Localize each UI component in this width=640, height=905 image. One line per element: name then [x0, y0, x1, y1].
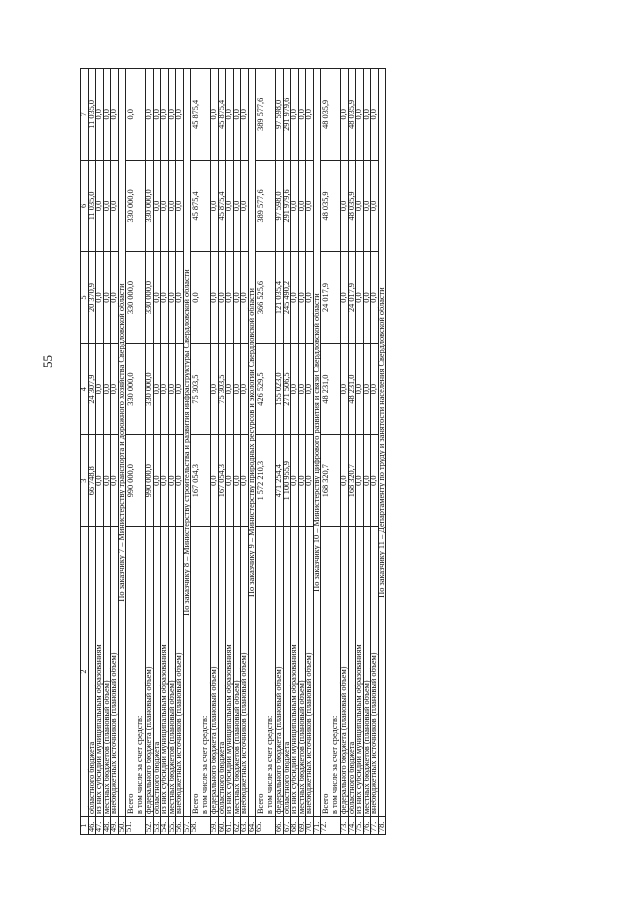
- row-number: 59.: [211, 817, 219, 835]
- value-cell: 121 035,4: [276, 252, 284, 344]
- value-cell: 330 000,0: [146, 252, 154, 344]
- row-label: внебюджетных источников (плановый объем): [241, 527, 249, 817]
- value-cell: 0,0: [176, 252, 184, 344]
- row-number: 73.: [341, 817, 349, 835]
- value-cell: 0,0: [96, 435, 104, 527]
- value-cell: 66 748,8: [88, 435, 96, 527]
- row-number: 52.: [146, 817, 154, 835]
- value-cell: 0,0: [298, 343, 306, 435]
- value-cell: 0,0: [363, 343, 371, 435]
- value-cell: 0,0: [226, 69, 234, 161]
- value-cell: 168 320,7: [321, 435, 341, 527]
- row-label: федерального бюджета (плановый объем): [146, 527, 154, 817]
- section-title: По заказчику 9 – Министерству природных ресурсов и экологии Свердловской области: [248, 69, 256, 817]
- value-cell: 0,0: [168, 435, 176, 527]
- row-label: местных бюджетов (плановый объем): [298, 527, 306, 817]
- value-cell: 0,0: [341, 435, 349, 527]
- header-row: [81, 69, 89, 835]
- row-label: [191, 527, 211, 817]
- table-row: [126, 69, 146, 835]
- value-cell: 0,0: [371, 160, 379, 252]
- value-cell: 75 303,5: [218, 343, 226, 435]
- value-cell: 0,0: [371, 435, 379, 527]
- value-cell: 0,0: [306, 160, 314, 252]
- value-cell: 0,0: [226, 343, 234, 435]
- row-number: 66.: [276, 817, 284, 835]
- section-title: По заказчику 7 – Министерству транспорта и дорожного хозяйства Свердловской области: [118, 69, 126, 817]
- value-cell: 0,0: [241, 69, 249, 161]
- row-label: областного бюджета: [348, 527, 356, 817]
- table-row: [321, 69, 341, 835]
- row-number: 63.: [241, 817, 249, 835]
- budget-table: [80, 68, 386, 835]
- row-label: из них субсидии муниципальным образованиям: [291, 527, 299, 817]
- value-cell: 0,0: [176, 343, 184, 435]
- value-cell: 0,0: [96, 160, 104, 252]
- value-cell: 0,0: [291, 435, 299, 527]
- value-cell: 0,0: [291, 69, 299, 161]
- section-row: [313, 69, 321, 835]
- value-cell: 0,0: [103, 435, 111, 527]
- row-label: внебюджетных источников (плановый объем): [176, 527, 184, 817]
- page-number: 55: [40, 355, 55, 368]
- table-row: [341, 69, 349, 835]
- value-cell: 0,0: [371, 69, 379, 161]
- section-row: [248, 69, 256, 835]
- value-cell: 0,0: [291, 343, 299, 435]
- value-cell: 0,0: [371, 343, 379, 435]
- value-cell: 45 875,4: [218, 69, 226, 161]
- value-cell: 48 035,9: [321, 69, 341, 161]
- value-cell: 0,0: [306, 69, 314, 161]
- value-cell: 0,0: [341, 343, 349, 435]
- row-label: [321, 527, 341, 817]
- value-cell: 471 254,4: [276, 435, 284, 527]
- value-cell: 167 054,3: [191, 435, 211, 527]
- value-cell: 0,0: [168, 343, 176, 435]
- value-cell: 0,0: [176, 69, 184, 161]
- value-cell: 45 875,4: [191, 69, 211, 161]
- table-row: [191, 69, 211, 835]
- section-row: [118, 69, 126, 835]
- value-cell: 0,0: [103, 343, 111, 435]
- value-cell: 0,0: [233, 160, 241, 252]
- value-cell: 168 320,7: [348, 435, 356, 527]
- section-row: [378, 69, 386, 835]
- header-cell: 3: [81, 435, 89, 527]
- row-number: 61.: [226, 817, 234, 835]
- section-row: [183, 69, 191, 835]
- value-cell: 20 370,9: [88, 252, 96, 344]
- value-cell: 245 490,2: [283, 252, 291, 344]
- value-cell: 0,0: [168, 252, 176, 344]
- row-number: 56.: [176, 817, 184, 835]
- value-cell: 48 231,0: [321, 343, 341, 435]
- table-row: [211, 69, 219, 835]
- value-cell: 389 577,6: [256, 160, 276, 252]
- value-cell: 0,0: [176, 435, 184, 527]
- value-cell: 0,0: [96, 252, 104, 344]
- header-cell: 2: [81, 527, 89, 817]
- value-cell: 0,0: [96, 343, 104, 435]
- row-number: 47.: [96, 817, 104, 835]
- value-cell: 11 035,0: [88, 160, 96, 252]
- value-cell: 48 035,9: [321, 160, 341, 252]
- value-cell: 0,0: [341, 252, 349, 344]
- value-cell: 0,0: [241, 343, 249, 435]
- value-cell: 0,0: [226, 160, 234, 252]
- value-cell: 24 017,9: [321, 252, 341, 344]
- value-cell: 0,0: [211, 435, 219, 527]
- value-cell: 0,0: [153, 160, 161, 252]
- row-number: 64.: [248, 817, 256, 835]
- row-label-line: в том числе за счет средств:: [330, 715, 339, 814]
- value-cell: 330 000,0: [126, 343, 146, 435]
- value-cell: 0,0: [363, 160, 371, 252]
- section-title: По заказчику 8 – Министерству строительства и развития инфраструктуры Свердловской области: [183, 69, 191, 817]
- row-label-line: Всего: [321, 793, 330, 814]
- value-cell: 291 979,6: [283, 160, 291, 252]
- value-cell: 155 023,0: [276, 343, 284, 435]
- value-cell: 0,0: [356, 252, 364, 344]
- value-cell: 0,0: [233, 69, 241, 161]
- header-cell: 5: [81, 252, 89, 344]
- row-number: 76.: [363, 817, 371, 835]
- value-cell: 0,0: [211, 252, 219, 344]
- header-cell: 7: [81, 69, 89, 161]
- row-label-line: Всего: [191, 793, 200, 814]
- row-label: федерального бюджета (плановый объем): [211, 527, 219, 817]
- value-cell: 0,0: [176, 160, 184, 252]
- value-cell: 990 000,0: [146, 435, 154, 527]
- row-label: внебюджетных источников (плановый объем): [371, 527, 379, 817]
- value-cell: 0,0: [298, 160, 306, 252]
- value-cell: 426 529,5: [256, 343, 276, 435]
- value-cell: 0,0: [161, 435, 169, 527]
- value-cell: 0,0: [233, 435, 241, 527]
- row-number: 48.: [103, 817, 111, 835]
- row-number: 51.: [126, 817, 146, 835]
- value-cell: 330 000,0: [146, 160, 154, 252]
- value-cell: 0,0: [356, 69, 364, 161]
- row-number: 74.: [348, 817, 356, 835]
- value-cell: 330 000,0: [126, 252, 146, 344]
- value-cell: 97 598,0: [276, 160, 284, 252]
- value-cell: 330 000,0: [126, 160, 146, 252]
- row-number: 71.: [313, 817, 321, 835]
- row-label: областного бюджета: [218, 527, 226, 817]
- value-cell: 0,0: [211, 343, 219, 435]
- value-cell: 0,0: [168, 69, 176, 161]
- row-number: 68.: [291, 817, 299, 835]
- row-label: местных бюджетов (плановый объем): [363, 527, 371, 817]
- value-cell: 0,0: [356, 435, 364, 527]
- table-row: [146, 69, 154, 835]
- row-label-line: Всего: [256, 793, 265, 814]
- value-cell: 389 577,6: [256, 69, 276, 161]
- row-number: 46.: [88, 817, 96, 835]
- row-label: областного бюджета: [153, 527, 161, 817]
- value-cell: 0,0: [211, 160, 219, 252]
- value-cell: 291 979,6: [283, 69, 291, 161]
- value-cell: 0,0: [298, 252, 306, 344]
- row-label: местных бюджетов (плановый объем): [103, 527, 111, 817]
- value-cell: 0,0: [241, 160, 249, 252]
- row-label: внебюджетных источников (плановый объем): [111, 527, 119, 817]
- value-cell: 48 231,0: [348, 343, 356, 435]
- value-cell: 45 875,4: [218, 160, 226, 252]
- value-cell: 0,0: [111, 343, 119, 435]
- value-cell: 1 100 955,9: [283, 435, 291, 527]
- value-cell: 366 525,6: [256, 252, 276, 344]
- value-cell: 167 054,3: [218, 435, 226, 527]
- row-label: из них субсидии муниципальным образованиям: [356, 527, 364, 817]
- value-cell: 0,0: [363, 252, 371, 344]
- value-cell: 48 035,9: [348, 69, 356, 161]
- row-number: 75.: [356, 817, 364, 835]
- row-number: 53.: [153, 817, 161, 835]
- section-title: По заказчику 11 – Департаменту по труду и занятости населения Свердловской области: [378, 69, 386, 817]
- value-cell: 0,0: [111, 435, 119, 527]
- row-number: 55.: [168, 817, 176, 835]
- row-label: [256, 527, 276, 817]
- value-cell: 271 506,5: [283, 343, 291, 435]
- value-cell: 0,0: [356, 160, 364, 252]
- row-label-line: в том числе за счет средств:: [135, 715, 144, 814]
- value-cell: 0,0: [103, 69, 111, 161]
- value-cell: 0,0: [233, 343, 241, 435]
- value-cell: 0,0: [111, 69, 119, 161]
- row-label: областного бюджета: [283, 527, 291, 817]
- value-cell: 0,0: [111, 160, 119, 252]
- value-cell: 0,0: [306, 435, 314, 527]
- value-cell: 0,0: [241, 435, 249, 527]
- value-cell: 0,0: [241, 252, 249, 344]
- value-cell: 0,0: [306, 252, 314, 344]
- value-cell: 0,0: [103, 160, 111, 252]
- value-cell: 24 307,9: [88, 343, 96, 435]
- header-cell: 6: [81, 160, 89, 252]
- row-label: областного бюджета: [88, 527, 96, 817]
- row-number: 72.: [321, 817, 341, 835]
- row-number: 49.: [111, 817, 119, 835]
- value-cell: 0,0: [168, 160, 176, 252]
- value-cell: 0,0: [153, 435, 161, 527]
- value-cell: 0,0: [341, 160, 349, 252]
- row-label-line: Всего: [126, 793, 135, 814]
- value-cell: 330 000,0: [146, 343, 154, 435]
- value-cell: 0,0: [161, 160, 169, 252]
- row-label: [126, 527, 146, 817]
- row-number: 62.: [233, 817, 241, 835]
- value-cell: 0,0: [161, 69, 169, 161]
- row-label: федерального бюджета (плановый объем): [276, 527, 284, 817]
- row-label: из них субсидии муниципальным образованиям: [161, 527, 169, 817]
- value-cell: 0,0: [103, 252, 111, 344]
- table-row: [256, 69, 276, 835]
- value-cell: 48 035,9: [348, 160, 356, 252]
- row-label: из них субсидии муниципальным образованиям: [96, 527, 104, 817]
- row-number: 77.: [371, 817, 379, 835]
- row-number: 60.: [218, 817, 226, 835]
- row-label: местных бюджетов (плановый объем): [168, 527, 176, 817]
- value-cell: 1 572 210,3: [256, 435, 276, 527]
- value-cell: 0,0: [211, 69, 219, 161]
- row-number: 65.: [256, 817, 276, 835]
- value-cell: 24 017,9: [348, 252, 356, 344]
- value-cell: 0,0: [153, 69, 161, 161]
- value-cell: 0,0: [233, 252, 241, 344]
- row-label-line: в том числе за счет средств:: [200, 715, 209, 814]
- budget-table-container: [80, 69, 620, 835]
- value-cell: 0,0: [363, 435, 371, 527]
- value-cell: 0,0: [153, 343, 161, 435]
- value-cell: 0,0: [291, 252, 299, 344]
- row-number: 78.: [378, 817, 386, 835]
- value-cell: 0,0: [363, 69, 371, 161]
- value-cell: 0,0: [161, 252, 169, 344]
- row-number: 50.: [118, 817, 126, 835]
- value-cell: 0,0: [146, 69, 154, 161]
- value-cell: 0,0: [191, 252, 211, 344]
- value-cell: 0,0: [226, 435, 234, 527]
- row-label-line: в том числе за счет средств:: [265, 715, 274, 814]
- value-cell: 45 875,4: [191, 160, 211, 252]
- value-cell: 0,0: [96, 69, 104, 161]
- header-cell: 1: [81, 817, 89, 835]
- value-cell: 0,0: [226, 252, 234, 344]
- row-number: 67.: [283, 817, 291, 835]
- value-cell: 990 000,0: [126, 435, 146, 527]
- value-cell: 75 303,5: [191, 343, 211, 435]
- value-cell: 0,0: [298, 69, 306, 161]
- row-number: 57.: [183, 817, 191, 835]
- value-cell: 0,0: [218, 252, 226, 344]
- row-number: 54.: [161, 817, 169, 835]
- row-number: 58.: [191, 817, 211, 835]
- value-cell: 97 598,0: [276, 69, 284, 161]
- value-cell: 0,0: [306, 343, 314, 435]
- header-cell: 4: [81, 343, 89, 435]
- row-number: 70.: [306, 817, 314, 835]
- value-cell: 0,0: [126, 69, 146, 161]
- value-cell: 11 035,0: [88, 69, 96, 161]
- table-row: [276, 69, 284, 835]
- value-cell: 0,0: [291, 160, 299, 252]
- value-cell: 0,0: [356, 343, 364, 435]
- row-label: федерального бюджета (плановый объем): [341, 527, 349, 817]
- row-label: местных бюджетов (плановый объем): [233, 527, 241, 817]
- value-cell: 0,0: [153, 252, 161, 344]
- value-cell: 0,0: [161, 343, 169, 435]
- section-title: По заказчику 10 – Министерству цифрового развития и связи Свердловской области: [313, 69, 321, 817]
- row-number: 69.: [298, 817, 306, 835]
- value-cell: 0,0: [371, 252, 379, 344]
- row-label: внебюджетных источников (плановый объем): [306, 527, 314, 817]
- value-cell: 0,0: [298, 435, 306, 527]
- value-cell: 0,0: [341, 69, 349, 161]
- value-cell: 0,0: [111, 252, 119, 344]
- row-label: из них субсидии муниципальным образованиям: [226, 527, 234, 817]
